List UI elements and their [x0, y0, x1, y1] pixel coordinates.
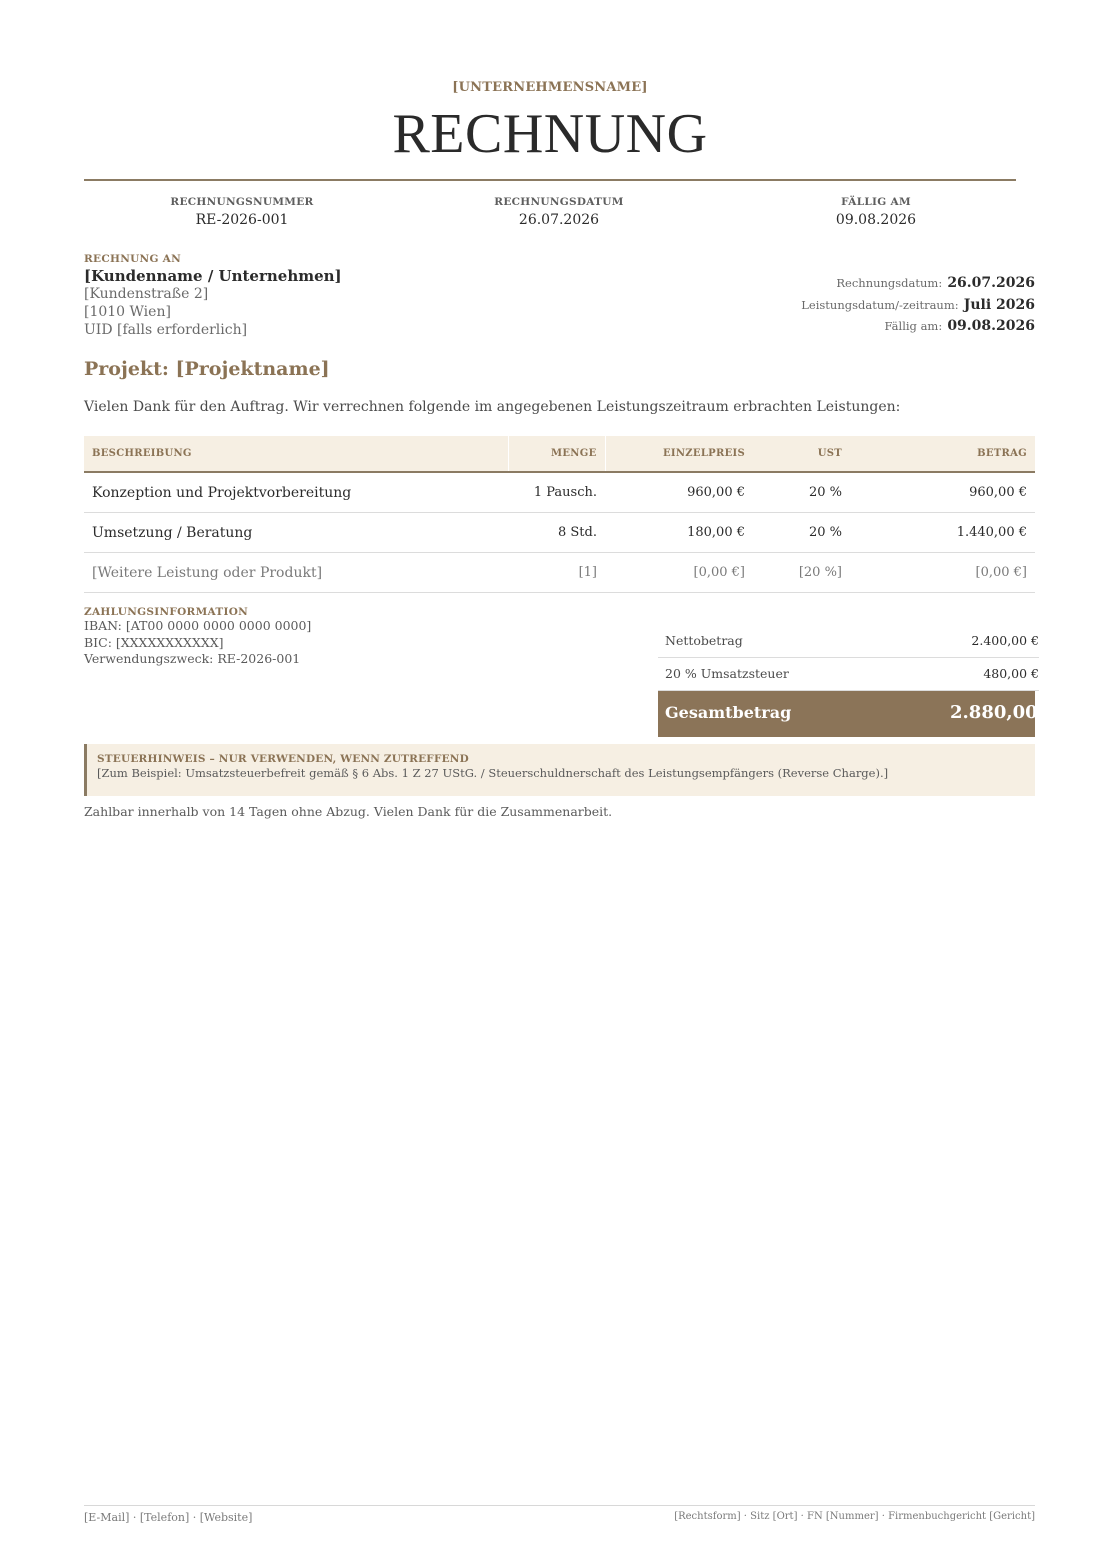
col-header-amount: BETRAG	[850, 436, 1035, 472]
date-service-value: Juli 2026	[963, 296, 1035, 313]
date-due-value: 09.08.2026	[947, 318, 1035, 334]
items-table	[84, 436, 1035, 593]
grand-total-label: Gesamtbetrag	[665, 703, 792, 722]
payment-bic: BIC: [XXXXXXXXXXX]	[84, 634, 224, 650]
invoice-page	[84, 0, 1057, 1556]
net-total-row	[658, 625, 1039, 658]
customer-uid: UID [falls erforderlich]	[84, 322, 248, 338]
payment-label: ZAHLUNGSINFORMATION	[84, 606, 249, 618]
net-total-value: 2.400,00 €	[971, 633, 1039, 648]
footer-divider	[84, 1505, 1035, 1506]
col-header-quantity: MENGE	[508, 436, 605, 472]
cell-description: Umsetzung / Beratung	[84, 513, 508, 553]
tax-note-title: STEUERHINWEIS – NUR VERWENDEN, WENN ZUTREFFEND	[97, 753, 469, 765]
net-total-label: Nettobetrag	[665, 633, 743, 648]
meta-invoice-date-value: 26.07.2026	[518, 212, 600, 228]
meta-invoice-number-value: RE-2026-001	[195, 212, 289, 228]
vat-total-label: 20 % Umsatzsteuer	[665, 666, 789, 681]
cell-unit-price: 960,00 €	[605, 472, 753, 513]
grand-total-value: 2.880,00 €	[950, 702, 1057, 723]
closing-text: Zahlbar innerhalb von 14 Tagen ohne Abzug. Vielen Dank für die Zusammenarbeit.	[84, 804, 613, 819]
grand-total-row	[658, 691, 1057, 737]
cell-amount: 960,00 €	[850, 472, 1035, 513]
cell-unit-price: [0,00 €]	[605, 553, 753, 593]
col-header-unit-price: EINZELPREIS	[605, 436, 753, 472]
date-service-label: Leistungsdatum/-zeitraum:	[801, 297, 959, 312]
bill-to-block	[84, 253, 504, 339]
dates-block	[615, 272, 1035, 337]
cell-vat: 20 %	[753, 472, 850, 513]
tax-note-text: [Zum Beispiel: Umsatzsteuerbefreit gemäß § 6 Abs. 1 Z 27 UStG. / Steuerschuldnerschaft des Leistungsempfängers (Reverse Charge).]	[97, 766, 889, 780]
table-row	[84, 513, 1035, 553]
col-header-description: BESCHREIBUNG	[84, 436, 508, 472]
payment-info	[84, 606, 484, 668]
project-title: Projekt: [Projektname]	[84, 358, 330, 380]
intro-text: Vielen Dank für den Auftrag. Wir verrechnen folgende im angegebenen Leistungszeitraum erbrachten Leistungen:	[84, 399, 901, 415]
cell-quantity: 8 Std.	[508, 513, 605, 553]
date-invoice-value: 26.07.2026	[947, 275, 1035, 291]
cell-amount: [0,00 €]	[850, 553, 1035, 593]
cell-quantity: 1 Pausch.	[508, 472, 605, 513]
cell-description: Konzeption und Projektvorbereitung	[84, 472, 508, 513]
cell-vat: [20 %]	[753, 553, 850, 593]
date-invoice-label: Rechnungsdatum:	[836, 276, 943, 290]
table-row	[84, 472, 1035, 513]
date-row-invoice	[615, 272, 1035, 294]
cell-description: [Weitere Leistung oder Produkt]	[84, 553, 508, 593]
company-name: [UNTERNEHMENSNAME]	[452, 80, 648, 95]
customer-street: [Kundenstraße 2]	[84, 286, 209, 302]
cell-unit-price: 180,00 €	[605, 513, 753, 553]
cell-vat: 20 %	[753, 513, 850, 553]
customer-name: [Kundenname / Unternehmen]	[84, 267, 342, 285]
cell-amount: 1.440,00 €	[850, 513, 1035, 553]
col-header-vat: UST	[753, 436, 850, 472]
meta-invoice-date-label: RECHNUNGSDATUM	[494, 196, 624, 208]
tax-note	[84, 744, 1035, 796]
footer-contact: [E-Mail] · [Telefon] · [Website]	[84, 1511, 253, 1524]
cell-quantity: [1]	[508, 553, 605, 593]
table-row	[84, 553, 1035, 593]
meta-invoice-number-label: RECHNUNGSNUMMER	[170, 196, 314, 208]
meta-due-date-value: 09.08.2026	[835, 212, 917, 228]
date-due-label: Fällig am:	[884, 319, 943, 333]
date-row-service	[615, 294, 1035, 316]
payment-reference: Verwendungszweck: RE-2026-001	[84, 651, 301, 666]
totals-block	[658, 625, 1057, 737]
meta-invoice-date	[409, 196, 709, 228]
vat-total-row	[658, 658, 1039, 691]
table-header-row	[84, 436, 1035, 472]
payment-iban: IBAN: [AT00 0000 0000 0000 0000]	[84, 618, 312, 633]
footer-legal: [Rechtsform] · Sitz [Ort] · FN [Nummer] · Firmenbuchgericht [Gericht]	[674, 1511, 1035, 1522]
meta-due-date	[726, 196, 1026, 228]
bill-to-label: RECHNUNG AN	[84, 253, 182, 265]
meta-due-date-label: FÄLLIG AM	[841, 196, 911, 208]
vat-total-value: 480,00 €	[983, 666, 1039, 681]
invoice-title: RECHNUNG	[392, 103, 708, 165]
meta-invoice-number	[92, 196, 392, 228]
date-row-due	[615, 315, 1035, 337]
customer-city: [1010 Wien]	[84, 304, 171, 320]
header-divider	[84, 179, 1016, 181]
